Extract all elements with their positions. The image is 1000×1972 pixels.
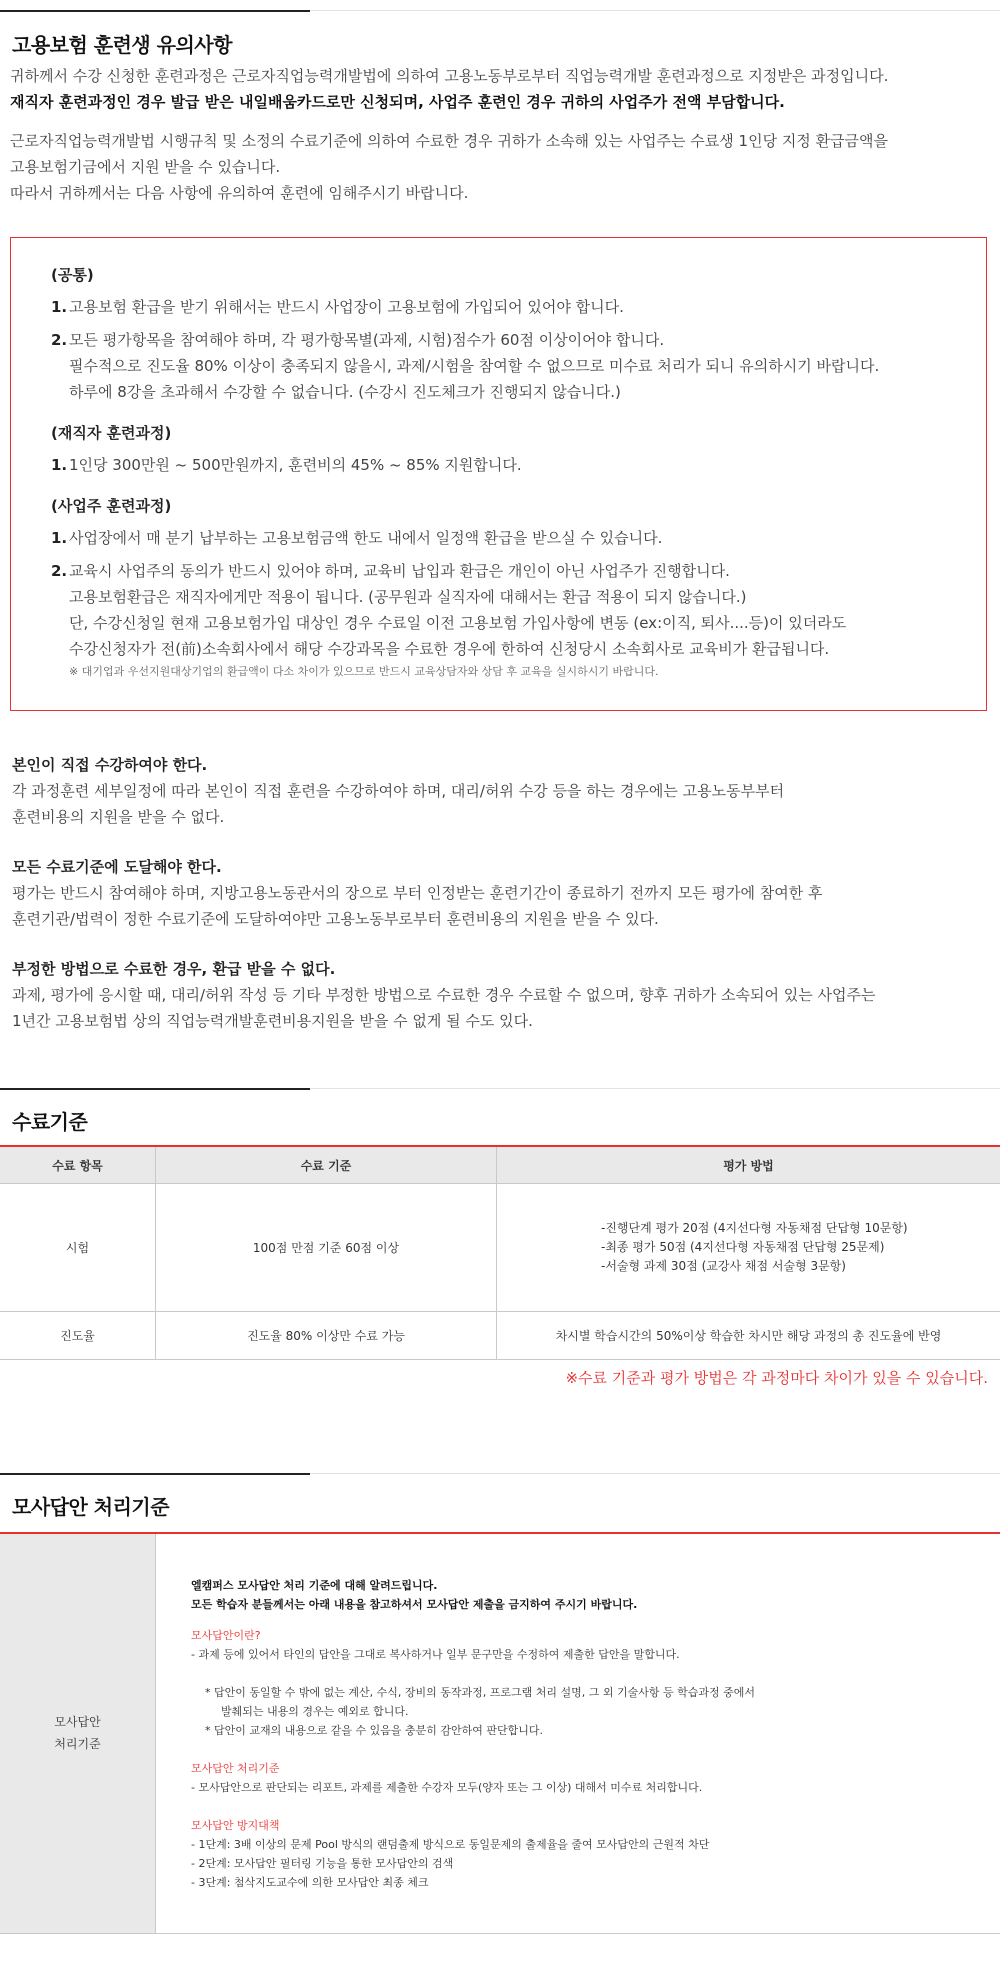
plagiarism-body-cell bbox=[156, 1533, 1000, 1933]
item-text: 고용보험환급은 재직자에게만 적용이 됩니다. (공무원과 실직자에 대해서는 환급 적용이 되지 않습니다.) bbox=[69, 588, 747, 606]
rule-heading: 모든 수료기준에 도달해야 한다. bbox=[12, 858, 222, 876]
header-accent-line bbox=[0, 1473, 310, 1475]
employee-list bbox=[51, 452, 946, 478]
item-number: 2. bbox=[51, 331, 68, 349]
criteria-section-header bbox=[0, 1088, 1000, 1134]
label-line: 처리기준 bbox=[54, 1737, 101, 1752]
cell-item: 시험 bbox=[0, 1184, 156, 1312]
list-item bbox=[51, 558, 946, 682]
plagiarism-table bbox=[0, 1532, 1000, 1934]
plag-text: - 3단계: 첨삭지도교수에 의한 모사답안 최종 체크 bbox=[191, 1876, 429, 1889]
rule-text: 훈련비용의 지원을 받을 수 없다. bbox=[12, 808, 225, 826]
intro-line-bold: 재직자 훈련과정인 경우 발급 받은 내일배움카드로만 신청되며, 사업주 훈련인 경우 귀하의 사업주가 전액 부담합니다. bbox=[10, 93, 785, 111]
notice-section-header bbox=[0, 10, 1000, 57]
plag-text: - 과제 등에 있어서 타인의 답안을 그대로 복사하거나 일부 문구만을 수정하여 제출한 답안을 말합니다. bbox=[191, 1648, 680, 1661]
criteria-table bbox=[0, 1145, 1000, 1360]
rule-heading: 부정한 방법으로 수료한 경우, 환급 받을 수 없다. bbox=[12, 960, 336, 978]
method-line: -최종 평가 50점 (4지선다형 자동채점 단답형 25문제) bbox=[601, 1240, 885, 1254]
notice-box bbox=[10, 237, 987, 711]
intro-line: 근로자직업능력개발법 시행규칙 및 소정의 수료기준에 의하여 수료한 경우 귀하가 소속해 있는 사업주는 수료생 1인당 지정 환급금액을 bbox=[10, 132, 889, 150]
rule-heading: 본인이 직접 수강하여야 한다. bbox=[12, 756, 208, 774]
table-row bbox=[0, 1184, 1000, 1312]
table-row bbox=[0, 1312, 1000, 1360]
plag-subtitle-what: 모사답안이란? bbox=[191, 1629, 261, 1642]
item-number: 2. bbox=[51, 562, 68, 580]
plag-subtitle-process: 모사답안 처리기준 bbox=[191, 1762, 280, 1775]
criteria-section-title: 수료기준 bbox=[12, 1110, 88, 1134]
rule-text: 평가는 반드시 참여해야 하며, 지방고용노동관서의 장으로 부터 인정받는 훈련기간이 종료하기 전까지 모든 평가에 참여한 후 bbox=[12, 884, 823, 902]
item-text: 하루에 8강을 초과해서 수강할 수 없습니다. (수강시 진도체크가 진행되지 않습니다.) bbox=[69, 383, 621, 401]
group-title-common: (공통) bbox=[51, 266, 94, 284]
cell-method: 차시별 학습시간의 50%이상 학습한 차시만 해당 과정의 총 진도율에 반영 bbox=[497, 1312, 1000, 1360]
item-text: 수강신청자가 전(前)소속회사에서 해당 수강과목을 수료한 경우에 한하여 신청당시 소속회사로 교육비가 환급됩니다. bbox=[69, 640, 830, 658]
notice-section-title: 고용보험 훈련생 유의사항 bbox=[12, 33, 232, 57]
header-accent-line bbox=[0, 10, 310, 12]
item-text: 사업장에서 매 분기 납부하는 고용보험금액 한도 내에서 일정액 환급을 받으실 수 있습니다. bbox=[69, 529, 663, 547]
list-item bbox=[51, 327, 946, 405]
column-header: 수료 항목 bbox=[0, 1146, 156, 1184]
rule-text: 각 과정훈련 세부일정에 따라 본인이 직접 훈련을 수강하여야 하며, 대리/허위 수강 등을 하는 경우에는 고용노동부부터 bbox=[12, 782, 785, 800]
rule-text: 훈련기관/법력이 정한 수료기준에 도달하여야만 고용노동부로부터 훈련비용의 지원을 받을 수 있다. bbox=[12, 910, 659, 928]
intro-line: 귀하께서 수강 신청한 훈련과정은 근로자직업능력개발법에 의하여 고용노동부로부터 직업능력개발 훈련과정으로 지정받은 과정입니다. bbox=[10, 67, 889, 85]
employer-list bbox=[51, 525, 946, 682]
notice-intro bbox=[0, 63, 1000, 206]
column-header: 평가 방법 bbox=[497, 1146, 1000, 1184]
plag-text: - 모사답안으로 판단되는 리포트, 과제를 제출한 수강자 모두(양자 또는 그 이상) 대해서 미수료 처리합니다. bbox=[191, 1781, 703, 1794]
item-number: 1. bbox=[51, 529, 68, 547]
item-text: 1인당 300만원 ~ 500만원까지, 훈련비의 45% ~ 85% 지원합니다. bbox=[69, 456, 522, 474]
plag-note: * 답안이 동일할 수 밖에 없는 계산, 수식, 장비의 동작과정, 프로그램 처리 설명, 그 외 기술사항 등 학습과정 중에서 bbox=[205, 1686, 755, 1699]
group-title-employee: (재직자 훈련과정) bbox=[51, 424, 172, 442]
rules-list bbox=[12, 752, 972, 1034]
item-number: 1. bbox=[51, 456, 68, 474]
rule-block bbox=[12, 752, 972, 830]
criteria-note: ※수료 기준과 평가 방법은 각 과정마다 차이가 있을 수 있습니다. bbox=[565, 1369, 988, 1387]
group-title-employer: (사업주 훈련과정) bbox=[51, 497, 172, 515]
cell-standard: 100점 만점 기준 60점 이상 bbox=[156, 1184, 497, 1312]
cell-item: 진도율 bbox=[0, 1312, 156, 1360]
rule-block bbox=[12, 956, 972, 1034]
item-text: 고용보험 환급을 받기 위해서는 반드시 사업장이 고용보험에 가입되어 있어야 합니다. bbox=[69, 298, 624, 316]
table-header-row bbox=[0, 1146, 1000, 1184]
item-number: 1. bbox=[51, 298, 68, 316]
item-text: 교육시 사업주의 동의가 반드시 있어야 하며, 교육비 납입과 환급은 개인이 아닌 사업주가 진행합니다. bbox=[69, 562, 730, 580]
item-text: 단, 수강신청일 현재 고용보험가입 대상인 경우 수료일 이전 고용보험 가입사항에 변동 (ex:이직, 퇴사....등)이 있더라도 bbox=[69, 614, 847, 632]
plag-intro-line: 엘캠퍼스 모사답안 처리 기준에 대해 알려드립니다. bbox=[191, 1579, 438, 1592]
plagiarism-label-cell bbox=[0, 1533, 156, 1933]
cell-standard: 진도율 80% 이상만 수료 가능 bbox=[156, 1312, 497, 1360]
plag-note: 발췌되는 내용의 경우는 예외로 합니다. bbox=[221, 1705, 409, 1718]
method-line: -서술형 과제 30점 (교강사 채점 서술형 3문항) bbox=[601, 1259, 846, 1273]
plag-note: * 답안이 교재의 내용으로 같을 수 있음을 충분히 감안하여 판단합니다. bbox=[205, 1724, 543, 1737]
header-accent-line bbox=[0, 1088, 310, 1090]
intro-line: 따라서 귀하께서는 다음 사항에 유의하여 훈련에 임해주시기 바랍니다. bbox=[10, 184, 469, 202]
list-item bbox=[51, 525, 946, 551]
list-item bbox=[51, 294, 946, 320]
plagiarism-section-title: 모사답안 처리기준 bbox=[12, 1495, 170, 1519]
intro-line: 고용보험기금에서 지원 받을 수 있습니다. bbox=[10, 158, 281, 176]
list-item bbox=[51, 452, 946, 478]
plag-intro-line: 모든 학습자 분들께서는 아래 내용을 참고하셔서 모사답안 제출을 금지하여 주시기 바랍니다. bbox=[191, 1598, 638, 1611]
item-footnote: ※ 대기업과 우선지원대상기업의 환급액이 다소 차이가 있으므로 반드시 교육상담자와 상담 후 교육을 실시하시기 바랍니다. bbox=[69, 665, 659, 678]
table-row bbox=[0, 1533, 1000, 1933]
plag-text: - 2단계: 모사답안 필터링 기능을 통한 모사답안의 검색 bbox=[191, 1857, 454, 1870]
plag-subtitle-prevent: 모사답안 방지대책 bbox=[191, 1819, 280, 1832]
rule-block bbox=[12, 854, 972, 932]
rule-text: 1년간 고용보험법 상의 직업능력개발훈련비용지원을 받을 수 없게 될 수도 있다. bbox=[12, 1012, 533, 1030]
label-line: 모사답안 bbox=[54, 1715, 101, 1730]
method-line: -진행단계 평가 20점 (4지선다형 자동채점 단답형 10문항) bbox=[601, 1221, 908, 1235]
common-list bbox=[51, 294, 946, 405]
rule-text: 과제, 평가에 응시할 때, 대리/허위 작성 등 기타 부정한 방법으로 수료한 경우 수료할 수 없으며, 향후 귀하가 소속되어 있는 사업주는 bbox=[12, 986, 876, 1004]
column-header: 수료 기준 bbox=[156, 1146, 497, 1184]
plagiarism-section-header bbox=[0, 1473, 1000, 1519]
plag-text: - 1단계: 3배 이상의 문제 Pool 방식의 랜덤출제 방식으로 동일문제의 출제율을 줄여 모사답안의 근원적 차단 bbox=[191, 1838, 710, 1851]
item-text: 모든 평가항목을 참여해야 하며, 각 평가항목별(과제, 시험)점수가 60점 이상이어야 합니다. bbox=[69, 331, 665, 349]
item-text: 필수적으로 진도율 80% 이상이 충족되지 않을시, 과제/시험을 참여할 수 없으므로 미수료 처리가 되니 유의하시기 바랍니다. bbox=[69, 357, 880, 375]
cell-method bbox=[497, 1184, 1000, 1312]
